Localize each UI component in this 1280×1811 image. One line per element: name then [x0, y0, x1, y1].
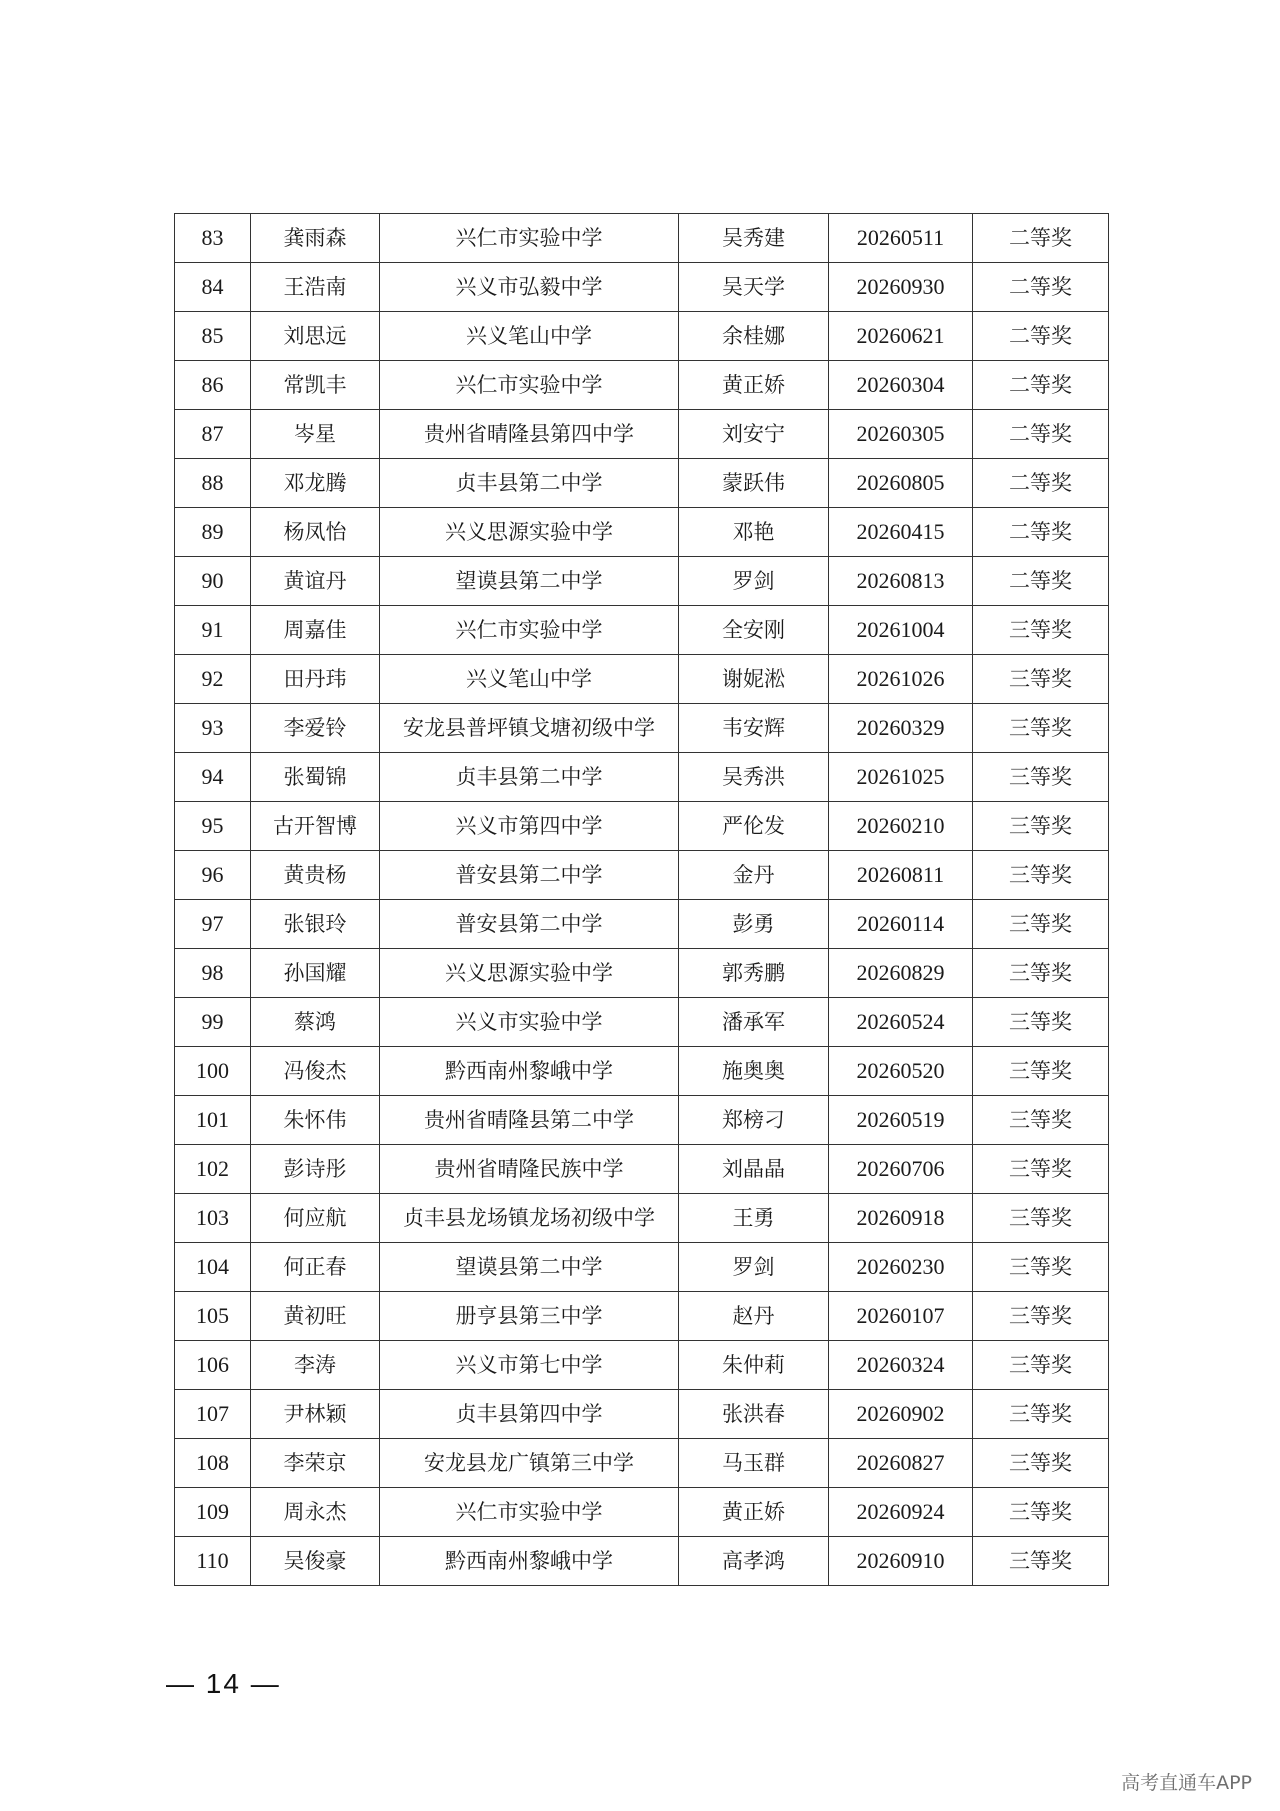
student-name-cell: 周永杰 [251, 1488, 380, 1537]
school-cell: 贞丰县第四中学 [380, 1390, 679, 1439]
row-number-cell: 105 [175, 1292, 251, 1341]
entry-id-cell: 20260324 [829, 1341, 973, 1390]
table-row [175, 410, 1109, 459]
school-cell: 贵州省晴隆县第四中学 [380, 410, 679, 459]
award-level-cell: 二等奖 [973, 557, 1109, 606]
teacher-name-cell: 朱仲莉 [679, 1341, 829, 1390]
entry-id-cell: 20260924 [829, 1488, 973, 1537]
entry-id-cell: 20260329 [829, 704, 973, 753]
row-number-cell: 95 [175, 802, 251, 851]
student-name-cell: 李爱铃 [251, 704, 380, 753]
row-number-cell: 83 [175, 214, 251, 263]
teacher-name-cell: 吴秀洪 [679, 753, 829, 802]
award-level-cell: 二等奖 [973, 312, 1109, 361]
table-row [175, 361, 1109, 410]
school-cell: 兴仁市实验中学 [380, 214, 679, 263]
teacher-name-cell: 赵丹 [679, 1292, 829, 1341]
row-number-cell: 96 [175, 851, 251, 900]
row-number-cell: 93 [175, 704, 251, 753]
entry-id-cell: 20260107 [829, 1292, 973, 1341]
student-name-cell: 邓龙腾 [251, 459, 380, 508]
school-cell: 普安县第二中学 [380, 851, 679, 900]
row-number-cell: 99 [175, 998, 251, 1047]
award-level-cell: 三等奖 [973, 851, 1109, 900]
entry-id-cell: 20260210 [829, 802, 973, 851]
table-row [175, 704, 1109, 753]
table-row [175, 851, 1109, 900]
teacher-name-cell: 余桂娜 [679, 312, 829, 361]
table-row [175, 606, 1109, 655]
school-cell: 兴仁市实验中学 [380, 361, 679, 410]
table-row [175, 998, 1109, 1047]
row-number-cell: 85 [175, 312, 251, 361]
table-row [175, 1096, 1109, 1145]
teacher-name-cell: 吴秀建 [679, 214, 829, 263]
award-level-cell: 三等奖 [973, 1439, 1109, 1488]
student-name-cell: 周嘉佳 [251, 606, 380, 655]
student-name-cell: 杨凤怡 [251, 508, 380, 557]
teacher-name-cell: 王勇 [679, 1194, 829, 1243]
teacher-name-cell: 严伦发 [679, 802, 829, 851]
student-name-cell: 李涛 [251, 1341, 380, 1390]
teacher-name-cell: 张洪春 [679, 1390, 829, 1439]
student-name-cell: 冯俊杰 [251, 1047, 380, 1096]
award-level-cell: 三等奖 [973, 1488, 1109, 1537]
teacher-name-cell: 刘安宁 [679, 410, 829, 459]
watermark: 高考直通车APP [1121, 1772, 1252, 1794]
entry-id-cell: 20260805 [829, 459, 973, 508]
table-row [175, 802, 1109, 851]
student-name-cell: 彭诗彤 [251, 1145, 380, 1194]
award-level-cell: 三等奖 [973, 606, 1109, 655]
entry-id-cell: 20260305 [829, 410, 973, 459]
row-number-cell: 100 [175, 1047, 251, 1096]
table-row [175, 753, 1109, 802]
school-cell: 兴仁市实验中学 [380, 1488, 679, 1537]
award-level-cell: 三等奖 [973, 802, 1109, 851]
row-number-cell: 109 [175, 1488, 251, 1537]
school-cell: 兴义市第七中学 [380, 1341, 679, 1390]
student-name-cell: 黄贵杨 [251, 851, 380, 900]
teacher-name-cell: 高孝鸿 [679, 1537, 829, 1586]
student-name-cell: 龚雨森 [251, 214, 380, 263]
row-number-cell: 88 [175, 459, 251, 508]
row-number-cell: 103 [175, 1194, 251, 1243]
teacher-name-cell: 郑榜刁 [679, 1096, 829, 1145]
student-name-cell: 古开智博 [251, 802, 380, 851]
school-cell: 兴义笔山中学 [380, 655, 679, 704]
award-level-cell: 二等奖 [973, 214, 1109, 263]
school-cell: 黔西南州黎峨中学 [380, 1537, 679, 1586]
teacher-name-cell: 邓艳 [679, 508, 829, 557]
table-row [175, 1439, 1109, 1488]
teacher-name-cell: 马玉群 [679, 1439, 829, 1488]
school-cell: 安龙县龙广镇第三中学 [380, 1439, 679, 1488]
table-row [175, 900, 1109, 949]
student-name-cell: 田丹玮 [251, 655, 380, 704]
entry-id-cell: 20260230 [829, 1243, 973, 1292]
student-name-cell: 尹林颖 [251, 1390, 380, 1439]
entry-id-cell: 20260520 [829, 1047, 973, 1096]
table-row [175, 1537, 1109, 1586]
award-level-cell: 三等奖 [973, 949, 1109, 998]
student-name-cell: 岑星 [251, 410, 380, 459]
entry-id-cell: 20260706 [829, 1145, 973, 1194]
entry-id-cell: 20260827 [829, 1439, 973, 1488]
student-name-cell: 常凯丰 [251, 361, 380, 410]
row-number-cell: 91 [175, 606, 251, 655]
entry-id-cell: 20260114 [829, 900, 973, 949]
award-level-cell: 二等奖 [973, 410, 1109, 459]
award-level-cell: 三等奖 [973, 1096, 1109, 1145]
teacher-name-cell: 金丹 [679, 851, 829, 900]
row-number-cell: 89 [175, 508, 251, 557]
row-number-cell: 84 [175, 263, 251, 312]
award-level-cell: 二等奖 [973, 459, 1109, 508]
school-cell: 贵州省晴隆县第二中学 [380, 1096, 679, 1145]
entry-id-cell: 20260811 [829, 851, 973, 900]
entry-id-cell: 20261025 [829, 753, 973, 802]
award-level-cell: 二等奖 [973, 361, 1109, 410]
award-level-cell: 三等奖 [973, 1537, 1109, 1586]
row-number-cell: 98 [175, 949, 251, 998]
award-level-cell: 三等奖 [973, 998, 1109, 1047]
student-name-cell: 蔡鸿 [251, 998, 380, 1047]
school-cell: 兴仁市实验中学 [380, 606, 679, 655]
table-row [175, 312, 1109, 361]
table-row [175, 557, 1109, 606]
award-level-cell: 三等奖 [973, 704, 1109, 753]
table-row [175, 1292, 1109, 1341]
entry-id-cell: 20260304 [829, 361, 973, 410]
school-cell: 兴义市实验中学 [380, 998, 679, 1047]
row-number-cell: 86 [175, 361, 251, 410]
row-number-cell: 101 [175, 1096, 251, 1145]
student-name-cell: 何正春 [251, 1243, 380, 1292]
teacher-name-cell: 韦安辉 [679, 704, 829, 753]
entry-id-cell: 20260930 [829, 263, 973, 312]
teacher-name-cell: 谢妮淞 [679, 655, 829, 704]
award-level-cell: 三等奖 [973, 655, 1109, 704]
row-number-cell: 108 [175, 1439, 251, 1488]
table-row [175, 1390, 1109, 1439]
teacher-name-cell: 黄正娇 [679, 361, 829, 410]
teacher-name-cell: 施奥奥 [679, 1047, 829, 1096]
award-level-cell: 三等奖 [973, 1292, 1109, 1341]
teacher-name-cell: 潘承军 [679, 998, 829, 1047]
award-table [174, 213, 1109, 1586]
entry-id-cell: 20260902 [829, 1390, 973, 1439]
award-level-cell: 三等奖 [973, 1390, 1109, 1439]
teacher-name-cell: 郭秀鹏 [679, 949, 829, 998]
award-level-cell: 二等奖 [973, 508, 1109, 557]
teacher-name-cell: 罗剑 [679, 557, 829, 606]
teacher-name-cell: 罗剑 [679, 1243, 829, 1292]
row-number-cell: 107 [175, 1390, 251, 1439]
entry-id-cell: 20260621 [829, 312, 973, 361]
student-name-cell: 王浩南 [251, 263, 380, 312]
row-number-cell: 97 [175, 900, 251, 949]
school-cell: 普安县第二中学 [380, 900, 679, 949]
entry-id-cell: 20261026 [829, 655, 973, 704]
row-number-cell: 102 [175, 1145, 251, 1194]
school-cell: 望谟县第二中学 [380, 557, 679, 606]
award-level-cell: 三等奖 [973, 1047, 1109, 1096]
school-cell: 安龙县普坪镇戈塘初级中学 [380, 704, 679, 753]
teacher-name-cell: 彭勇 [679, 900, 829, 949]
award-level-cell: 三等奖 [973, 753, 1109, 802]
school-cell: 兴义笔山中学 [380, 312, 679, 361]
award-level-cell: 二等奖 [973, 263, 1109, 312]
entry-id-cell: 20260813 [829, 557, 973, 606]
school-cell: 贵州省晴隆民族中学 [380, 1145, 679, 1194]
teacher-name-cell: 全安刚 [679, 606, 829, 655]
entry-id-cell: 20260519 [829, 1096, 973, 1145]
student-name-cell: 张蜀锦 [251, 753, 380, 802]
entry-id-cell: 20260829 [829, 949, 973, 998]
school-cell: 贞丰县龙场镇龙场初级中学 [380, 1194, 679, 1243]
table-row [175, 949, 1109, 998]
table-row [175, 1194, 1109, 1243]
table-row [175, 1243, 1109, 1292]
teacher-name-cell: 吴天学 [679, 263, 829, 312]
row-number-cell: 92 [175, 655, 251, 704]
page-number: — 14 — [166, 1668, 281, 1699]
school-cell: 兴义思源实验中学 [380, 508, 679, 557]
school-cell: 望谟县第二中学 [380, 1243, 679, 1292]
entry-id-cell: 20260511 [829, 214, 973, 263]
school-cell: 黔西南州黎峨中学 [380, 1047, 679, 1096]
student-name-cell: 张银玲 [251, 900, 380, 949]
student-name-cell: 朱怀伟 [251, 1096, 380, 1145]
table-row [175, 459, 1109, 508]
teacher-name-cell: 刘晶晶 [679, 1145, 829, 1194]
award-level-cell: 三等奖 [973, 1341, 1109, 1390]
student-name-cell: 何应航 [251, 1194, 380, 1243]
award-level-cell: 三等奖 [973, 1194, 1109, 1243]
student-name-cell: 黄初旺 [251, 1292, 380, 1341]
school-cell: 贞丰县第二中学 [380, 459, 679, 508]
table-row [175, 214, 1109, 263]
student-name-cell: 吴俊豪 [251, 1537, 380, 1586]
teacher-name-cell: 蒙跃伟 [679, 459, 829, 508]
award-level-cell: 三等奖 [973, 900, 1109, 949]
award-level-cell: 三等奖 [973, 1145, 1109, 1194]
table-row [175, 263, 1109, 312]
row-number-cell: 104 [175, 1243, 251, 1292]
school-cell: 兴义市第四中学 [380, 802, 679, 851]
table-row [175, 1341, 1109, 1390]
row-number-cell: 106 [175, 1341, 251, 1390]
row-number-cell: 87 [175, 410, 251, 459]
entry-id-cell: 20260524 [829, 998, 973, 1047]
student-name-cell: 刘思远 [251, 312, 380, 361]
entry-id-cell: 20260918 [829, 1194, 973, 1243]
student-name-cell: 黄谊丹 [251, 557, 380, 606]
table-row [175, 1488, 1109, 1537]
teacher-name-cell: 黄正娇 [679, 1488, 829, 1537]
table-row [175, 1047, 1109, 1096]
award-table-body [175, 214, 1109, 1586]
school-cell: 册亨县第三中学 [380, 1292, 679, 1341]
row-number-cell: 110 [175, 1537, 251, 1586]
school-cell: 兴义市弘毅中学 [380, 263, 679, 312]
award-level-cell: 三等奖 [973, 1243, 1109, 1292]
entry-id-cell: 20261004 [829, 606, 973, 655]
table-row [175, 655, 1109, 704]
entry-id-cell: 20260415 [829, 508, 973, 557]
school-cell: 贞丰县第二中学 [380, 753, 679, 802]
row-number-cell: 90 [175, 557, 251, 606]
table-row [175, 508, 1109, 557]
table-row [175, 1145, 1109, 1194]
student-name-cell: 李荣京 [251, 1439, 380, 1488]
row-number-cell: 94 [175, 753, 251, 802]
entry-id-cell: 20260910 [829, 1537, 973, 1586]
school-cell: 兴义思源实验中学 [380, 949, 679, 998]
student-name-cell: 孙国耀 [251, 949, 380, 998]
